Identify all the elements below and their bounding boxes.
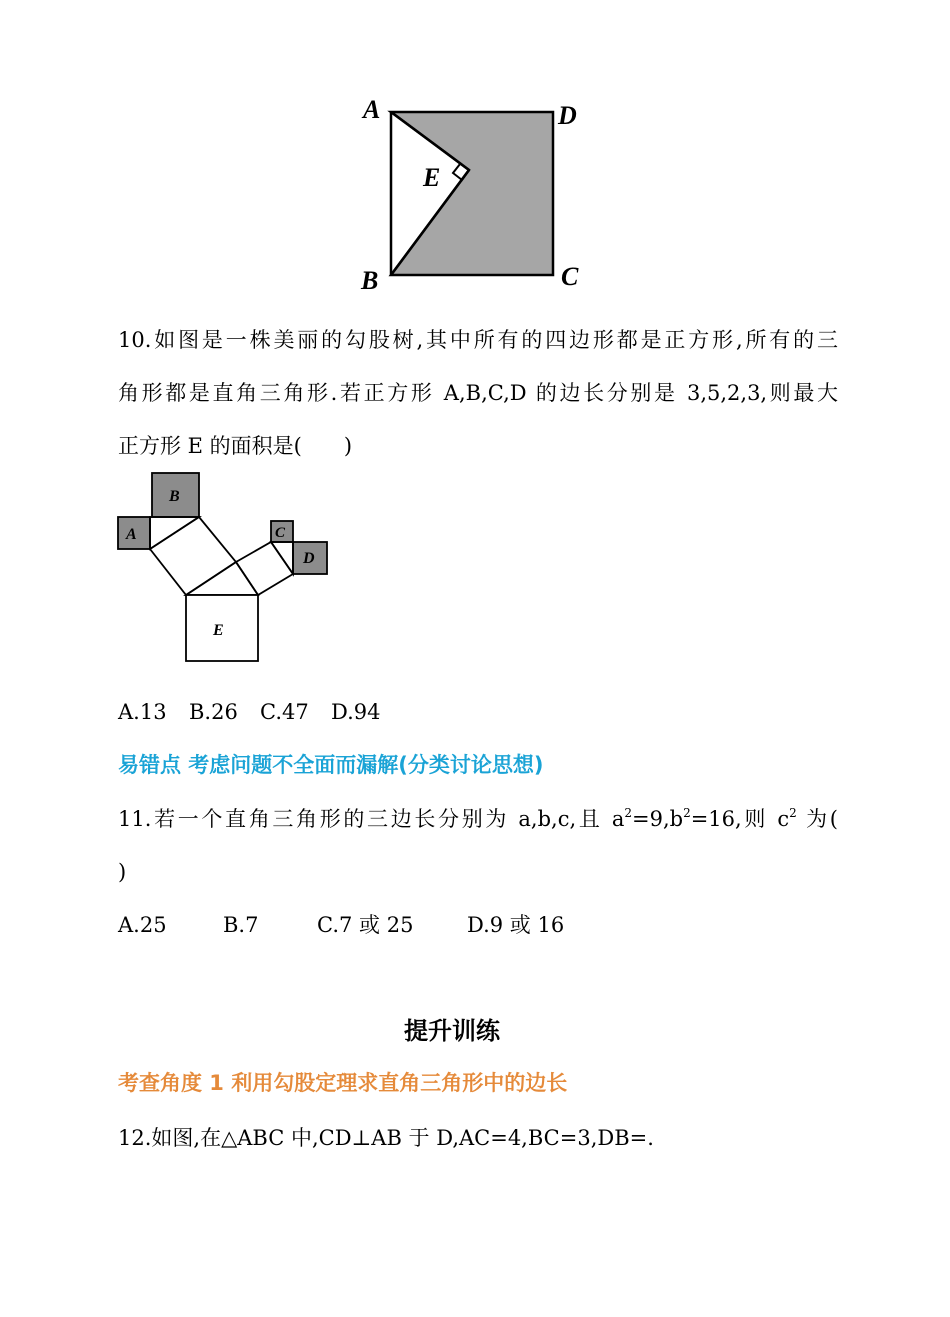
q11-line2: ) [118,860,127,884]
label-b: B [361,266,379,295]
square-right [236,542,293,595]
label-c: C [561,262,579,291]
square-left [150,517,236,595]
label-e: E [213,622,224,639]
q11-text-prefix: 11.若一个直角三角形的三边长分别为 a,b,c,且 a [118,807,625,831]
label-a: A [363,95,381,124]
label-d: D [558,101,577,130]
q10-option-d: D.94 [331,700,381,724]
label-b: B [169,488,180,505]
q10-option-c: C.47 [260,700,309,724]
q11-text-suffix: 为( [796,807,838,831]
q11-sup-c: 2 [789,806,797,820]
q12-line1: 12.如图,在△ABC 中,CD⊥AB 于 D,AC=4,BC=3,DB=. [118,1126,654,1150]
q11-text-mid2: =16,则 c [690,807,790,831]
shaded-region [391,112,553,275]
q10-line1: 10.如图是一株美丽的勾股树,其中所有的四边形都是正方形,所有的三 [118,328,838,352]
q11-option-d: D.9 或 16 [467,913,565,937]
pythagoras-tree-figure [110,465,340,670]
q10-option-b: B.26 [189,700,238,724]
label-d: D [303,550,315,567]
label-c: C [275,525,286,541]
q11-option-c: C.7 或 25 [317,913,414,937]
label-a: A [126,526,137,543]
q11-option-b: B.7 [223,913,259,937]
section-title: 提升训练 [404,1017,500,1045]
q11-line1 [118,805,838,833]
q10-line2: 角形都是直角三角形.若正方形 A,B,C,D 的边长分别是 3,5,2,3,则最大 [118,381,838,405]
label-e: E [423,163,441,192]
q11-sup-a: 2 [624,806,632,820]
q11-sup-b: 2 [683,806,691,820]
pitfall-title: 易错点 考虑问题不全面而漏解(分类讨论思想) [118,753,544,777]
q11-option-a: A.25 [118,913,167,937]
angle-title: 考查角度 1 利用勾股定理求直角三角形中的边长 [118,1071,568,1095]
q10-line3: 正方形 E 的面积是( ) [118,434,353,458]
q10-option-a: A.13 [118,700,167,724]
square-abcd-figure [355,92,595,302]
q11-text-mid1: =9,b [631,807,684,831]
